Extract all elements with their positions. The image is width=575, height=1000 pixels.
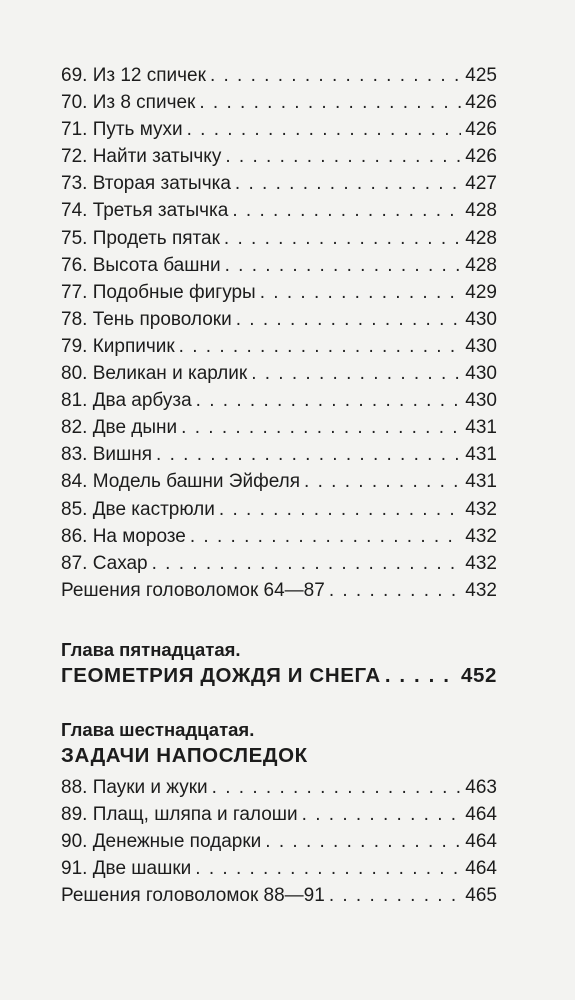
toc-entry-title: 75. Продеть пятак [61,227,220,249]
dot-leader [385,662,457,690]
toc-entry-title: 83. Вишня [61,444,153,466]
toc-entry [61,414,497,441]
chapter-16-label: Глава шестнадцатая. [61,718,255,740]
toc-entry [61,333,497,360]
toc-entry-page: 465 [465,885,497,907]
toc-entry-title: 82. Две дыни [61,417,178,439]
toc-entry-title: 91. Две шашки [61,858,192,880]
toc-entry [61,577,497,604]
toc-entry [61,441,497,468]
toc-entry-title: 81. Два арбуза [61,390,192,412]
toc-entry-page: 428 [465,254,497,276]
dot-leader [179,333,462,360]
toc-entry [61,828,497,855]
toc-entry-title: 77. Подобные фигуры [61,281,256,303]
toc-entry-title: 85. Две кастрюли [61,498,215,520]
toc-entry [61,360,497,387]
dot-leader [181,414,461,441]
chapter-16-title: ЗАДАЧИ НАПОСЛЕДОК [61,743,308,767]
toc-entry [61,550,497,577]
dot-leader [224,225,461,252]
toc-entry-page: 464 [465,803,497,825]
toc-entry-page: 425 [465,65,497,86]
toc-entry-title: 80. Великан и карлик [61,363,248,385]
dot-leader [195,855,461,882]
chapter-15-page: 452 [460,663,497,687]
toc-entry-title: 74. Третья затычка [61,200,229,222]
toc-entry-page: 430 [465,308,497,330]
dot-leader [265,828,461,855]
dot-leader [199,89,461,116]
toc-entry-title: 72. Найти затычку [61,146,222,168]
toc-entry-title: 78. Тень проволоки [61,308,232,330]
toc-entry [61,225,497,252]
toc-entry-page: 430 [465,390,497,412]
toc-entry [61,801,497,828]
toc-entry [61,882,497,909]
dot-leader [225,143,461,170]
dot-leader [260,279,462,306]
dot-leader [190,523,461,550]
toc-entry [61,62,497,89]
toc-entry-page: 429 [465,281,497,303]
toc-entry-page: 426 [465,146,497,168]
toc-entry-title: 79. Кирпичик [61,335,175,357]
toc-entry-title: 73. Вторая затычка [61,173,231,195]
chapter-15-label: Глава пятнадцатая. [61,638,241,660]
dot-leader [329,882,461,909]
toc-entry-title: 84. Модель башни Эйфеля [61,471,301,493]
toc-entry [61,387,497,414]
dot-leader [187,116,462,143]
dot-leader [329,577,461,604]
toc-entry [61,468,497,495]
toc-entry-title: Решения головоломок 64—87 [61,579,325,601]
toc-entry [61,774,497,801]
toc-entry [61,496,497,523]
toc-entries-chapter-14 [61,62,497,604]
dot-leader [232,197,461,224]
toc-entry-page: 432 [465,552,497,574]
toc-entry-page: 464 [465,858,497,880]
toc-entry [61,252,497,279]
dot-leader [236,306,462,333]
dot-leader [152,550,462,577]
dot-leader [225,252,462,279]
toc-entry-title: 86. На морозе [61,525,186,547]
toc-entry-page: 430 [465,335,497,357]
chapter-15-title: ГЕОМЕТРИЯ ДОЖДЯ И СНЕГА [61,663,381,687]
toc-entry-page: 430 [465,363,497,385]
toc-entry-page: 427 [465,173,497,195]
toc-entry-page: 432 [465,579,497,601]
dot-leader [219,496,461,523]
toc-entry-title: 71. Путь мухи [61,119,183,141]
toc-entry [61,170,497,197]
toc-entry-title: 76. Высота башни [61,254,221,276]
toc-entry [61,523,497,550]
toc-entry-title: 88. Пауки и жуки [61,776,208,798]
toc-entry [61,197,497,224]
dot-leader [235,170,461,197]
toc-entries-chapter-16 [61,774,497,909]
toc-entry-page: 431 [465,417,497,439]
chapter-15-heading-block [61,638,497,690]
chapter-15-title-row [61,662,497,690]
dot-leader [196,387,462,414]
toc-entry-title: 90. Денежные подарки [61,831,262,853]
toc-entry [61,306,497,333]
dot-leader [302,801,462,828]
toc-entry-title: 70. Из 8 спичек [61,92,196,114]
dot-leader [251,360,461,387]
table-of-contents [61,62,497,909]
toc-entry [61,143,497,170]
toc-entry-title: 69. Из 12 спичек [61,65,206,86]
dot-leader [210,62,461,89]
dot-leader [304,468,461,495]
toc-entry-page: 463 [465,776,497,798]
dot-leader [156,441,461,468]
toc-entry [61,116,497,143]
toc-entry [61,855,497,882]
toc-entry-title: 89. Плащ, шляпа и галоши [61,803,298,825]
toc-entry-page: 432 [465,498,497,520]
toc-entry-page: 432 [465,525,497,547]
toc-entry [61,279,497,306]
toc-entry-page: 428 [465,227,497,249]
toc-entry [61,89,497,116]
toc-entry-page: 426 [465,119,497,141]
toc-entry-page: 431 [465,471,497,493]
toc-entry-page: 426 [465,92,497,114]
toc-entry-title: 87. Сахар [61,552,148,574]
toc-entry-title: Решения головоломок 88—91 [61,885,325,907]
toc-entry-page: 464 [465,831,497,853]
toc-entry-page: 431 [465,444,497,466]
chapter-16-heading-block [61,718,497,770]
toc-entry-page: 428 [465,200,497,222]
dot-leader [212,774,462,801]
